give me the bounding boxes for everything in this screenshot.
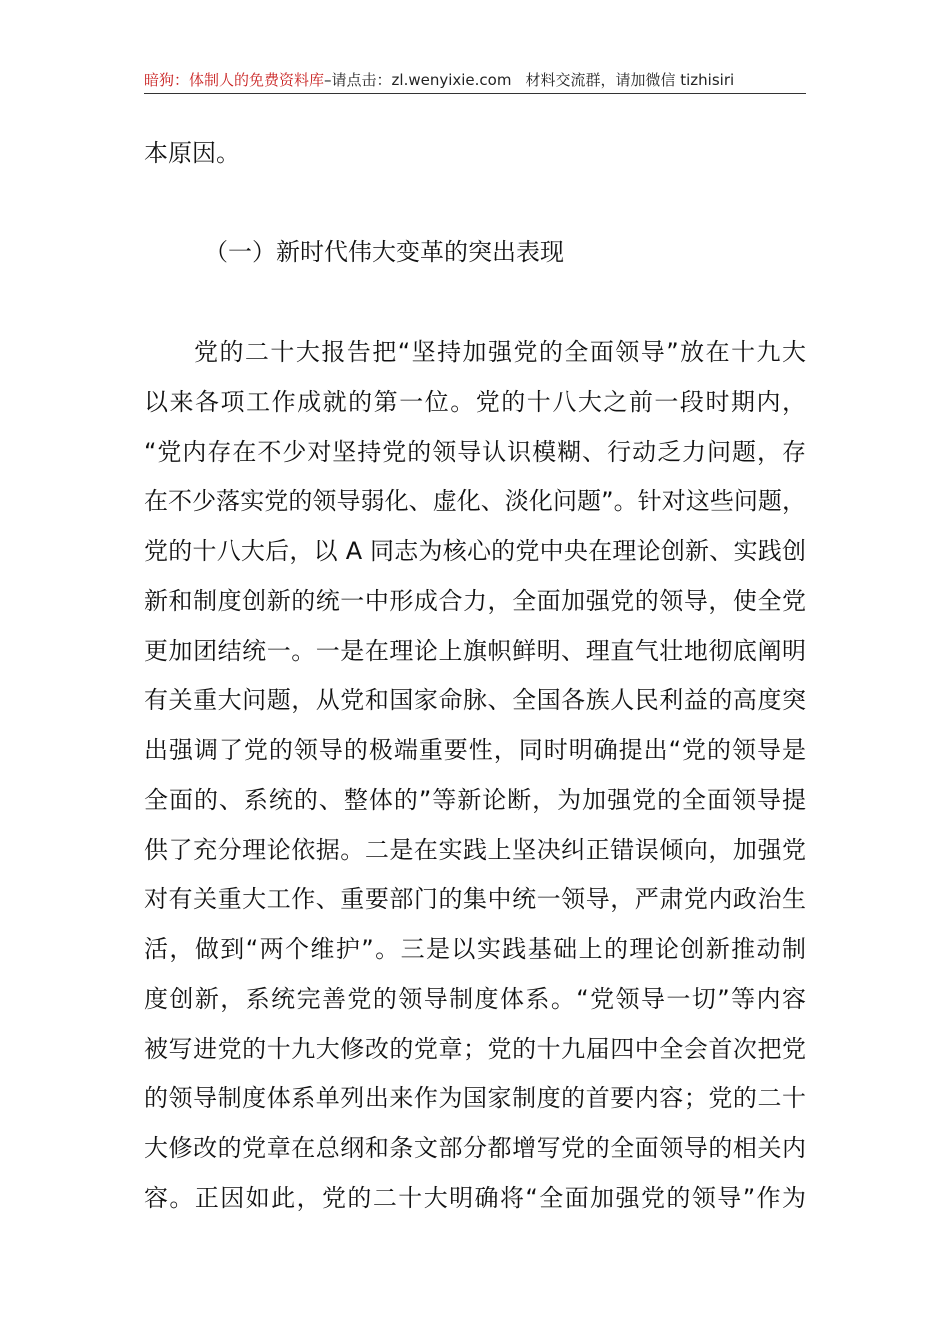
paragraph-line: 党的十八大后，以 A 同志为核心的党中央在理论创新、实践创: [144, 537, 806, 565]
paragraph-line: 对有关重大工作、重要部门的集中统一领导，严肃党内政治生: [144, 885, 806, 913]
wechat-note: 材料交流群，请加微信 tizhisiri: [525, 71, 735, 89]
paragraph-line: 更加团结统一。一是在理论上旗帜鲜明、理直气壮地彻底阐明: [144, 637, 806, 665]
click-prompt: –请点击：: [324, 71, 392, 89]
paragraph-line: 有关重大问题，从党和国家命脉、全国各族人民利益的高度突: [144, 686, 806, 714]
paragraph-line: 大修改的党章在总纲和条文部分都增写党的全面领导的相关内: [144, 1134, 806, 1162]
paragraph-line: 供了充分理论依据。二是在实践上坚决纠正错误倾向，加强党: [144, 836, 806, 864]
paragraph-line: 出强调了党的领导的极端重要性，同时明确提出“党的领导是: [144, 736, 806, 764]
paragraph-line: “党内存在不少对坚持党的领导认识模糊、行动乏力问题，存: [144, 438, 806, 466]
paragraph-line: 新和制度创新的统一中形成合力，全面加强党的领导，使全党: [144, 587, 806, 615]
paragraph-line: 的领导制度体系单列出来作为国家制度的首要内容；党的二十: [144, 1084, 806, 1112]
paragraph-line: 容。正因如此，党的二十大明确将“全面加强党的领导”作为: [144, 1184, 806, 1212]
paragraph-line: 在不少落实党的领导弱化、虚化、淡化问题”。针对这些问题，: [144, 487, 806, 515]
header-divider: [144, 93, 806, 94]
paragraph-line: 全面的、系统的、整体的”等新论断，为加强党的全面领导提: [144, 786, 806, 814]
section-heading: （一）新时代伟大变革的突出表现: [204, 238, 564, 266]
site-url-link[interactable]: zl.wenyixie.com: [391, 71, 512, 89]
paragraph-line: 以来各项工作成就的第一位。党的十八大之前一段时期内，: [144, 388, 806, 416]
paragraph-line: 党的二十大报告把“坚持加强党的全面领导”放在十九大: [194, 338, 806, 366]
page-header: [144, 70, 806, 94]
paragraph-line: 被写进党的十九大修改的党章；党的十九届四中全会首次把党: [144, 1035, 806, 1063]
paragraph-line: 度创新，系统完善党的领导制度体系。“党领导一切”等内容: [144, 985, 806, 1013]
site-name: 暗狗：体制人的免费资料库: [144, 71, 325, 89]
paragraph-line: 活，做到“两个维护”。三是以实践基础上的理论创新推动制: [144, 935, 806, 963]
opening-fragment: 本原因。: [144, 139, 240, 167]
